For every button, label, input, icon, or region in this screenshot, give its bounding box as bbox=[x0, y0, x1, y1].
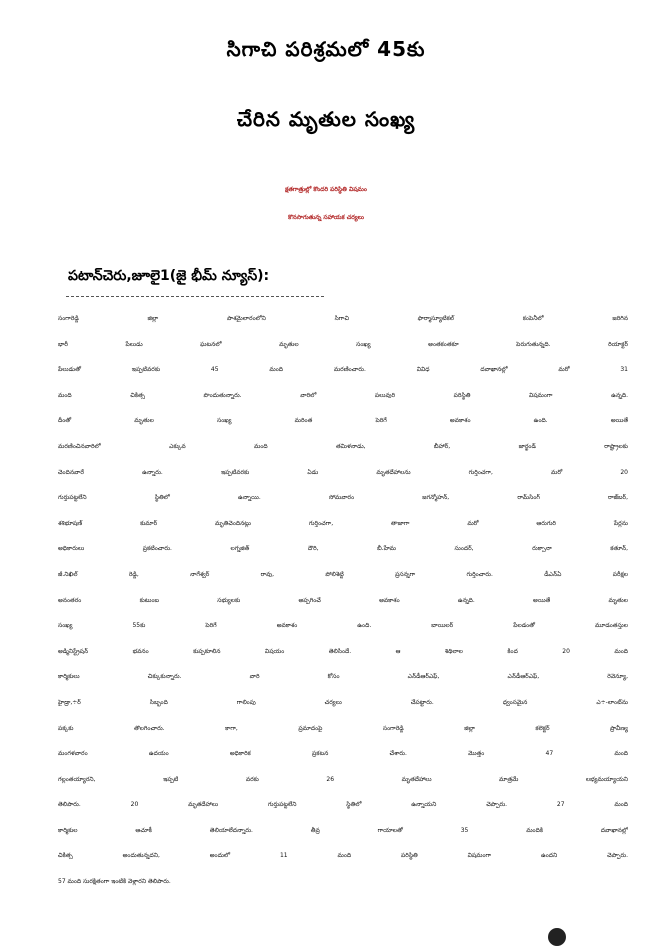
subheadline bbox=[0, 176, 652, 232]
headline-line-1: సిగాచి పరిశ్రమలో 45కు bbox=[226, 37, 426, 61]
body-line: అధికారులు ప్రకటించారు. లగ్నజిత్ దౌరి, బీ.హేమ సుందర్, రుక్సానా కతూన్, bbox=[58, 545, 628, 553]
body-line: గల్లంతయ్యారని, ఇప్పటి వరకు 26 మృతదేహాలు మాత్రమే లభ్యమయ్యాయని bbox=[58, 775, 628, 783]
body-line: చికిత్స అందుతున్నదని, అందులో 11 మంది పరిస్థితి విషమంగా ఉందని చెప్పారు. bbox=[58, 852, 628, 860]
subheadline-line-2: కొనసాగుతున్న సహాయక చర్యలు bbox=[288, 214, 364, 221]
body-line: అనంతరం కుటుంబ సభ్యులకు అప్పగించే అవకాశం ఉన్నది. అయితే మృతుల bbox=[58, 596, 628, 604]
body-line: మరణించినవారిలో ఎక్కువ మంది తమిళనాడు, బీహార్, జార్ఖండ్ రాష్ట్రాలకు bbox=[58, 442, 628, 450]
body-line: దీంతో మృతుల సంఖ్య మరింత పెరిగే అవకాశం ఉంది. అయితే bbox=[58, 417, 628, 425]
body-line: శశిభూషణ్ కుమార్ మృతిచెందినట్లు గుర్తించగా, తాజాగా మరో ఆరుగురి పేర్లను bbox=[58, 519, 628, 527]
body-line: మంది చికిత్స పొందుతున్నారు. వారిలో పలువురి పరిస్థితి విషమంగా ఉన్నది. bbox=[58, 391, 628, 399]
body-line: చెందినవారే ఉన్నారు. ఇప్పటివరకు ఏడు మృతదేహాలను గుర్తించగా, మరో 20 bbox=[58, 468, 628, 476]
dateline-divider bbox=[66, 296, 324, 297]
body-line: కార్మికులు చిక్కుకున్నారు. వారి కోసం ఎన్‌డీఆర్ఎఫ్, ఎన్‌డీఆర్ఎఫ్, రెవెన్యూ, bbox=[58, 673, 628, 681]
article-body bbox=[58, 306, 628, 895]
body-line: సంఖ్య 55కు పెరిగే అవకాశం ఉంది. బాయిలర్ పేలడంతో మూడంతస్తుల bbox=[58, 622, 628, 630]
body-line: పక్కకు తొలగించారు. కాగా, ప్రమాదంపై సంగారెడ్డి జిల్లా కలెక్టర్ ప్రావీణ్య bbox=[58, 724, 628, 732]
body-line: అడ్మినిస్ట్రేషన్ భవనం కుప్పకూలిన విషయం తెలిసిందే. ఆ శిథిలాల కింద 20 మంది bbox=[58, 647, 628, 655]
body-line: గుర్తుపట్టలేని స్థితిలో ఉన్నాయి. సోమవారం జగన్మోహన్, రామ్‌సింగ్ రాజ్‌బర్, bbox=[58, 494, 628, 502]
page-corner-mark bbox=[548, 928, 566, 946]
body-line: భారీ పేలుడు ఘటనలో మృతుల సంఖ్య అంతకంతకూ పెరుగుతున్నది. రియాక్టర్ bbox=[58, 340, 628, 348]
body-line: సంగారెడ్డి జిల్లా పాశమైలారంలోని సిగాచి ఫార్మాస్యూటికల్ కంపెనీలో జరిగిన bbox=[58, 315, 628, 322]
body-line: పేలుడుతో ఇప్పటివరకు 45 మంది మరణించారు. వివిధ దవాఖానల్లో మరో 31 bbox=[58, 366, 628, 374]
body-line: 57 మంది సురక్షితంగా ఇంటికి వెళ్లారని తెలిపారు. bbox=[58, 878, 171, 886]
body-line: మంగళవారం ఉదయం అధికారిక ప్రకటన చేశారు. మొత్తం 47 మంది bbox=[58, 750, 628, 758]
subheadline-line-1: క్షతగాత్రుల్లో కొందరి పరిస్థితి విషమం bbox=[285, 186, 367, 193]
body-line: తెలిపారు. 20 మృతదేహాలు గుర్తుపట్టలేని స్థితిలో ఉన్నాయని చెప్పారు. 27 మంది bbox=[58, 801, 628, 809]
headline-line-2: చేరిన మృతుల సంఖ్య bbox=[236, 107, 416, 131]
body-line: కార్మికుల ఆచూకీ తెలియాలేదన్నారు. తీవ్ర గాయాలతో 35 మందికి దవాఖానల్లో bbox=[58, 826, 628, 834]
headline bbox=[0, 14, 652, 154]
dateline: పటాన్‌చెరు,జూలై1(జై భీమ్ న్యూస్): bbox=[68, 268, 270, 284]
body-line: జీ.నిఖిల్ రెడ్డి, నాగేశ్వర్ రావు, పోలిశెట్టి ప్రసన్నగా గుర్తించారు. డీఎన్ఏ పరీక్షల bbox=[58, 570, 628, 578]
body-line: హైడ్రా,÷ర్ సిబ్బంది గాలింపు చర్యలు చేపట్టారు. ధ్వంసమైన ఎ÷-లాంట్‌ను bbox=[58, 698, 628, 706]
